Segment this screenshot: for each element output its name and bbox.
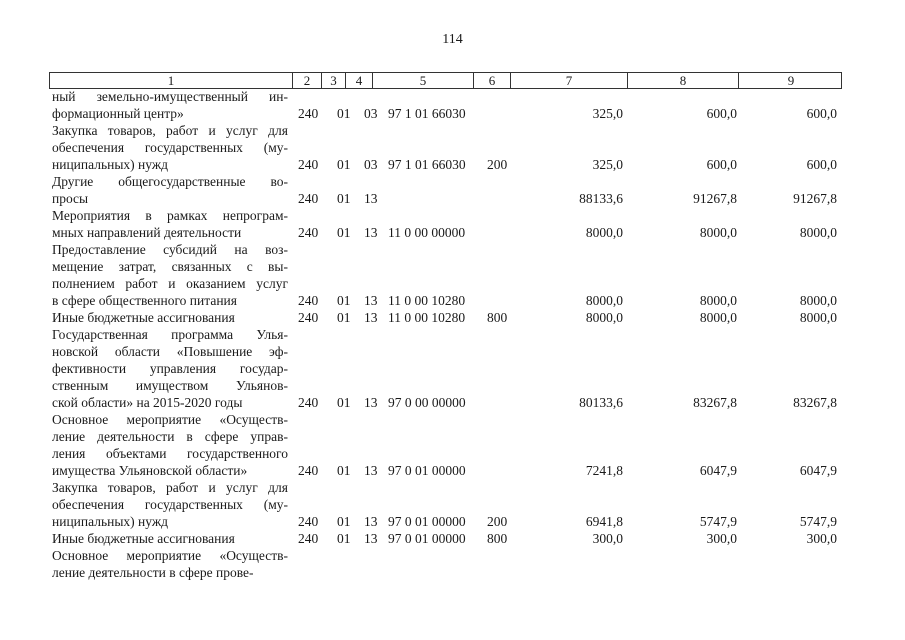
header-cell-4: 4 (346, 73, 373, 88)
column-amount-year2: 300,0 (706, 531, 737, 546)
column-amount-year2: 8000,0 (699, 310, 737, 325)
table-row (0, 88, 905, 122)
description-line: обеспечения государственных (му- (52, 140, 288, 155)
description-line: Государственная программа Улья- (52, 327, 288, 342)
column-target-article: 97 0 01 00000 (388, 463, 466, 478)
column-amount-year1: 6941,8 (585, 514, 623, 529)
description-line: ления объектами государственного (52, 446, 288, 461)
description-line: просы (52, 191, 89, 206)
column-grbs: 240 (298, 225, 319, 240)
table-row (0, 241, 905, 309)
description-line: ской области» на 2015-2020 годы (52, 395, 243, 410)
description-line: ный земельно-имущественный ин- (52, 89, 288, 104)
table-row (0, 530, 905, 547)
column-amount-year2: 600,0 (706, 157, 737, 172)
column-grbs: 240 (298, 395, 319, 410)
description-line: имущества Ульяновской области» (52, 463, 248, 478)
description-line: в сфере общественного питания (52, 293, 237, 308)
column-amount-year1: 8000,0 (585, 225, 623, 240)
header-cell-7: 7 (511, 73, 628, 88)
column-amount-year2: 6047,9 (699, 463, 737, 478)
column-amount-year3: 8000,0 (799, 310, 837, 325)
description-line: ление деятельности в сфере управ- (52, 429, 288, 444)
header-cell-1: 1 (50, 73, 293, 88)
column-grbs: 240 (298, 106, 319, 121)
column-subsection: 03 (364, 106, 378, 121)
column-grbs: 240 (298, 191, 319, 206)
column-amount-year3: 8000,0 (799, 293, 837, 308)
column-amount-year1: 88133,6 (579, 191, 623, 206)
description-line: обеспечения государственных (му- (52, 497, 288, 512)
table-row (0, 309, 905, 326)
column-amount-year3: 600,0 (806, 157, 837, 172)
description-line: Закупка товаров, работ и услуг для (52, 123, 288, 138)
budget-table (0, 88, 905, 581)
header-cell-3: 3 (322, 73, 346, 88)
description-line: ниципальных) нужд (52, 514, 169, 529)
column-subsection: 03 (364, 157, 378, 172)
table-row (0, 547, 905, 581)
column-amount-year1: 8000,0 (585, 293, 623, 308)
column-target-article: 97 1 01 66030 (388, 157, 466, 172)
description-line: Иные бюджетные ассигнования (52, 531, 235, 546)
column-subsection: 13 (364, 514, 378, 529)
column-grbs: 240 (298, 514, 319, 529)
description-line: ниципальных) нужд (52, 157, 169, 172)
column-amount-year1: 325,0 (592, 106, 623, 121)
column-subsection: 13 (364, 395, 378, 410)
table-row (0, 122, 905, 173)
column-amount-year1: 80133,6 (579, 395, 623, 410)
column-target-article: 97 0 01 00000 (388, 531, 466, 546)
column-section: 01 (337, 514, 351, 529)
column-amount-year2: 8000,0 (699, 225, 737, 240)
description-line: Предоставление субсидий на воз- (52, 242, 288, 257)
column-section: 01 (337, 531, 351, 546)
column-amount-year2: 91267,8 (693, 191, 737, 206)
column-expense-type: 800 (487, 531, 508, 546)
column-section: 01 (337, 157, 351, 172)
column-target-article: 97 0 00 00000 (388, 395, 466, 410)
description-line: ление деятельности в сфере прове- (52, 565, 254, 580)
description-line: Иные бюджетные ассигнования (52, 310, 235, 325)
column-grbs: 240 (298, 531, 319, 546)
column-amount-year1: 7241,8 (585, 463, 623, 478)
column-target-article: 97 1 01 66030 (388, 106, 466, 121)
column-amount-year3: 8000,0 (799, 225, 837, 240)
column-expense-type: 800 (487, 310, 508, 325)
column-amount-year1: 8000,0 (585, 310, 623, 325)
column-amount-year1: 325,0 (592, 157, 623, 172)
column-section: 01 (337, 293, 351, 308)
description-line: мных направлений деятельности (52, 225, 242, 240)
column-section: 01 (337, 395, 351, 410)
column-grbs: 240 (298, 310, 319, 325)
column-amount-year2: 600,0 (706, 106, 737, 121)
column-amount-year3: 91267,8 (793, 191, 837, 206)
header-cell-5: 5 (373, 73, 474, 88)
column-subsection: 13 (364, 191, 378, 206)
column-subsection: 13 (364, 293, 378, 308)
table-row (0, 207, 905, 241)
column-subsection: 13 (364, 225, 378, 240)
description-line: Мероприятия в рамках непрограм- (52, 208, 288, 223)
column-grbs: 240 (298, 157, 319, 172)
table-row (0, 411, 905, 479)
column-amount-year3: 6047,9 (799, 463, 837, 478)
column-section: 01 (337, 225, 351, 240)
column-section: 01 (337, 310, 351, 325)
header-cell-2: 2 (293, 73, 322, 88)
description-line: фективности управления государ- (52, 361, 288, 376)
column-target-article: 11 0 00 00000 (388, 225, 466, 240)
column-amount-year3: 5747,9 (799, 514, 837, 529)
description-line: Закупка товаров, работ и услуг для (52, 480, 288, 495)
column-section: 01 (337, 463, 351, 478)
column-amount-year3: 83267,8 (793, 395, 837, 410)
column-grbs: 240 (298, 463, 319, 478)
column-section: 01 (337, 191, 351, 206)
header-cell-9: 9 (787, 73, 795, 88)
table-row (0, 479, 905, 530)
column-target-article: 97 0 01 00000 (388, 514, 466, 529)
table-row (0, 326, 905, 411)
column-expense-type: 200 (487, 514, 508, 529)
page-number: 114 (442, 32, 463, 47)
description-line: формационный центр» (52, 106, 184, 121)
table-row (0, 173, 905, 207)
table-header (49, 72, 842, 89)
column-target-article: 11 0 00 10280 (388, 310, 466, 325)
column-subsection: 13 (364, 310, 378, 325)
column-amount-year2: 83267,8 (693, 395, 737, 410)
description-line: новской области «Повышение эф- (52, 344, 288, 359)
header-cell-8: 8 (628, 73, 739, 88)
description-line: ственным имуществом Ульянов- (52, 378, 288, 393)
column-subsection: 13 (364, 463, 378, 478)
description-line: полнением работ и оказанием услуг (52, 276, 288, 291)
column-amount-year3: 600,0 (806, 106, 837, 121)
description-line: Другие общегосударственные во- (52, 174, 288, 189)
column-expense-type: 200 (487, 157, 508, 172)
column-amount-year3: 300,0 (806, 531, 837, 546)
column-amount-year2: 5747,9 (699, 514, 737, 529)
column-amount-year2: 8000,0 (699, 293, 737, 308)
header-cell-6: 6 (474, 73, 511, 88)
column-grbs: 240 (298, 293, 319, 308)
column-amount-year1: 300,0 (592, 531, 623, 546)
column-section: 01 (337, 106, 351, 121)
description-line: Основное мероприятие «Осуществ- (52, 548, 288, 563)
column-target-article: 11 0 00 10280 (388, 293, 466, 308)
column-subsection: 13 (364, 531, 378, 546)
description-line: Основное мероприятие «Осуществ- (52, 412, 288, 427)
description-line: мещение затрат, связанных с вы- (52, 259, 288, 274)
